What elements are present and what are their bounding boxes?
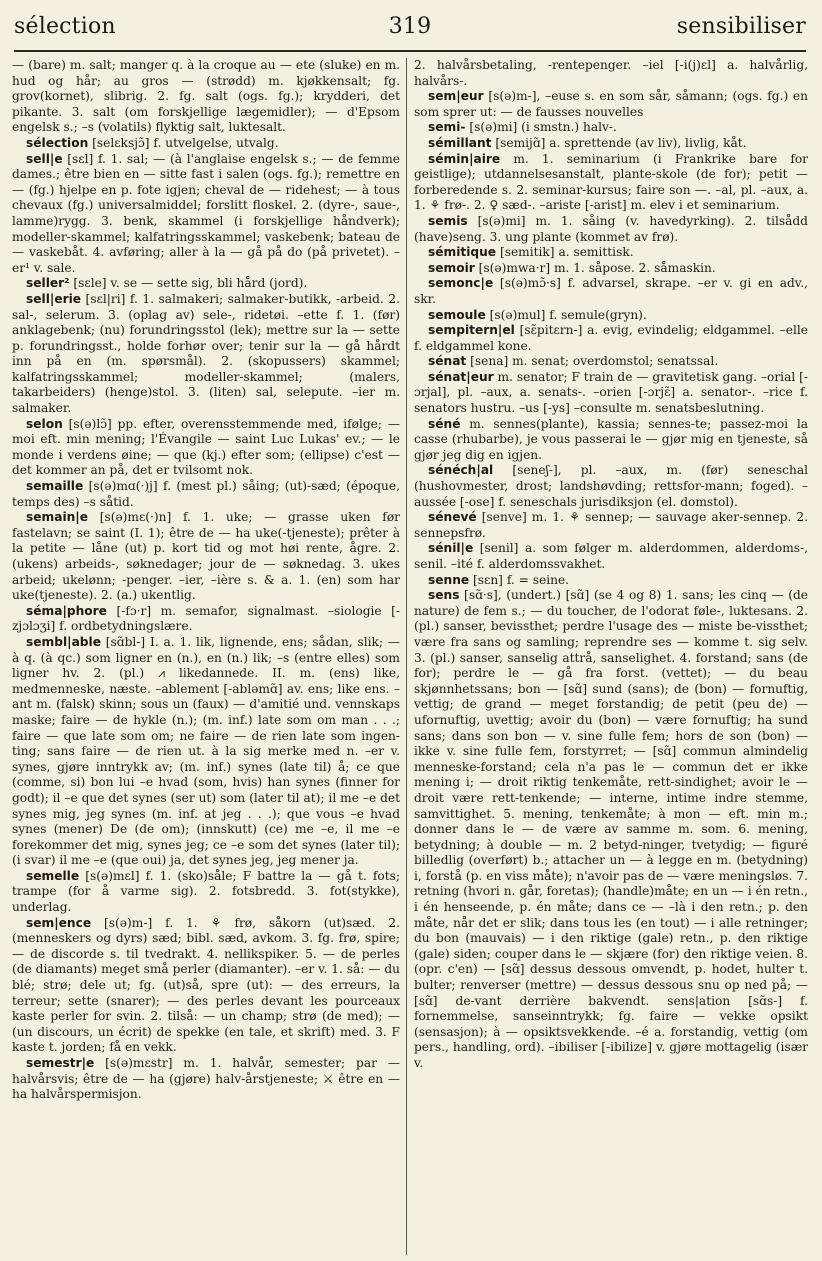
right-column	[414, 58, 808, 1255]
entry-text: [s(ə)mɛstr] m. 1. halvår, semester; par — halvårsvis; être de — ha (gjøre) halv-årstjeneste; ⚔ être en — ha halvårspermisjon.	[12, 1056, 400, 1102]
entry-text: — (bare) m. salt; manger q. à la croque au — ete (sluke) en m. hud og hår; au gros — (strødd) m. kjøkkensalt; fg. grov(kornet), slibrig. 2. fg. salt (ogs. fg.); krydderi, det pikante. 3. salt (om forskjellige lægemidler); — d'Epsom engelsk s.; –s (volatils) flyktig salt, luktesalt.	[12, 58, 400, 135]
dictionary-entry	[414, 510, 808, 541]
dictionary-entry	[414, 276, 808, 307]
entry-text: [seneʃ-], pl. –aux, m. (før) seneschal (hushovmester, drost; landshøvding; rettsfor-mann; foged). –aussée [-ose] f. seneschals jurisdiksjon (el. domstol).	[414, 463, 808, 509]
entry-text: [semijɑ̃] a. sprettende (av liv), livlig, kåt.	[491, 135, 747, 150]
entry-headword: semelle	[26, 868, 80, 883]
dictionary-entry	[414, 261, 808, 277]
left-guide-word: sélection	[14, 14, 116, 39]
page-number: 319	[388, 14, 432, 39]
entry-text: [senil] a. som følger m. alderdommen, alderdoms-, senil. –ité f. alderdomssvakhet.	[414, 541, 808, 571]
page-header	[14, 14, 806, 48]
entry-headword: semi-	[428, 120, 466, 135]
right-guide-word: sensibiliser	[676, 14, 806, 39]
entry-text: [s(ə)m-] f. 1. ⚘ frø, såkorn (ut)sæd. 2. (menneskers og dyrs) sæd; bibl. sæd, avkom. 3. fg. frø, spire; — de discorde s. til tvedrakt. 4. nellikspiker. 5. — de perles (de diamants) meget små perler (diamanter). –er v. 1. så: — du blé; strø; dele ut; fg. (ut)så, spre (ut): — des erreurs, la terreur; sette (snarer); — des perles devant les pourceaux kaste perler for svin. 2. tilså: — un champ; strø (de med); — (un discours, un écrit) de spekke (en tale, et skrift) med. 3. F kaste t. jorden; få en vekk.	[12, 915, 400, 1055]
entry-headword: séma|phore	[26, 603, 107, 618]
dictionary-entry	[414, 417, 808, 464]
entry-headword: sénat|eur	[428, 369, 494, 384]
entry-headword: semis	[428, 213, 468, 228]
dictionary-entry	[12, 510, 400, 604]
dictionary-entry	[12, 58, 400, 136]
dictionary-entry	[414, 89, 808, 120]
entry-text: [s(ə)mɔ̃·s] f. advarsel, skrape. –er v. gi en adv., skr.	[414, 276, 808, 306]
entry-text: [s(ə)mɛl] f. 1. (sko)såle; F battre la — gå t. fots; trampe (for å varme sig). 2. fotsbredd. 3. fot(stykke), underlag.	[12, 868, 400, 915]
entry-text: [semitik] a. semittisk.	[496, 245, 634, 260]
entry-text: [senve] m. 1. ⚘ sennep; — sauvage aker-sennep. 2. sennepsfrø.	[414, 510, 808, 540]
entry-headword: semoir	[428, 260, 475, 275]
dictionary-entry	[12, 1056, 400, 1103]
entry-headword: sénat	[428, 354, 467, 369]
entry-headword: semonc|e	[428, 276, 494, 291]
entry-headword: sem|eur	[428, 89, 484, 104]
dictionary-entry	[414, 136, 808, 152]
entry-text: [s(ə)mɛ(·)n] f. 1. uke; — grasse uken før fastelavn; se saint (I. 1); être de — ha uke(-tjeneste); prêter à la petite — låne (ut) p. kort tid og mot høi rente, ågre. 2. (ukens) arbeids-, søknedager; jour de — søknedag. 3. ukes arbeid; ukelønn; -penger. –ier, –ière s. & a. 1. (en) som har uke(tjeneste). 2. (a.) ukentlig.	[12, 510, 400, 603]
entry-text: m. senator; F train de — gravitetisk gang. –orial [-ɔrjal], pl. –aux, a. senats-. –orien [-ɔrjɛ̃] a. senator-. –rice f. senators hustru. –us [-ys] –consulte m. senatsbeslutning.	[414, 369, 808, 416]
dictionary-entry	[414, 370, 808, 417]
entry-headword: sell|e	[26, 151, 63, 166]
entry-text: [sɛl|ri] f. 1. salmakeri; salmaker-butikk, -arbeid. 2. sal-, selerum. 3. (oplag av) sele-, ridetøi. –ette f. 1. (før) anklagebenk; (nu) forundringsstol (lek); mettre sur la — sette p. forundringsst., holde forhør over; tenir sur la — gå hårdt inn på en (m. spørsmål). 2. (skopussers) skammel; kalfatringsskammel; modeller-skammel; (malers, takarbeiders) (henge)stol. 3. (liten) sal, selepute. –ier m. salmaker.	[12, 291, 400, 416]
dictionary-entry	[12, 152, 400, 277]
entry-headword: sélection	[26, 135, 89, 150]
entry-text: m. sennes(plante), kassia; sennes-te; passez-moi la casse (rhubarbe), je vous passerai le — gjør mig en tjeneste, så gjør jeg dig en igjen.	[414, 416, 808, 462]
entry-text: [-fɔ·r] m. semafor, signalmast. –siologie [-zjɔlɔʒi] f. ordbetydningslære.	[12, 603, 400, 634]
entry-headword: sénil|e	[428, 541, 474, 556]
dictionary-entry	[12, 292, 400, 417]
entry-headword: sens	[428, 588, 460, 603]
entry-headword: sémillant	[428, 135, 492, 150]
entry-text: [sena] m. senat; overdomstol; senatssal.	[466, 354, 719, 369]
entry-text: 2. halvårsbetaling, -rentepenger. –iel [-i(j)ɛl] a. halvårlig, halvårs-.	[414, 58, 808, 88]
dictionary-entry	[12, 604, 400, 635]
dictionary-entry	[414, 541, 808, 572]
dictionary-entry	[12, 136, 400, 152]
dictionary-entry	[414, 152, 808, 214]
entry-headword: sem|ence	[26, 915, 92, 930]
entry-text: [s(ə)m-], –euse s. en som sår, såmann; (ogs. fg.) en som sprer ut: — de fausses nouvelles	[414, 89, 808, 119]
entry-text: [sɑ̃·s], (undert.) [sɑ̃] (se 4 og 8) 1. sans; les cinq — (de nature) de fem s.; — du toucher, de l'odorat føle-, luktesans. 2. (pl.) sanser, bevissthet; perdre l'usage des — miste be-vissthet; være fra sans og samling; reprendre ses — komme t. sig selv. 3. (pl.) sanser, sanselig attrå, sanselighet. 4. forstand; sans (de for); perdre le — gå fra forst. (vettet); — du beau skjønnhetssans; bon — [sɑ̃] sund (sans); de (bon) — fornuftig, vettig; de grand — meget forstandig; de petit (peu de) — ufornuftig, uvettig; avoir du (bon) — være fornuftig; ha sund sans; dans son bon — v. sine fulle fem; hors de son (bon) — ikke v. sine fulle fem, forstyrret; — [sɑ̃] commun almindelig menneske-forstand; cela n'a pas le — commun det er ikke mening i; — droit riktig tenkemåte, rett-sindighet; avoir le — droit være rett-tenkende; — interne, intime indre stemme, samvittighet. 5. mening, tenkemåte; à mon — eft. min m.; donner dans le — de være av samme m. som. 6. mening, betydning; à double — m. 2 betyd-ninger, tvetydig; — figuré billedlig (overført) b.; attacher un — à legge en m. (betydning) i, forstå (p. en viss måte); n'avoir pas de — være meningsløs. 7. retning (hvori n. går, foretas); (handle)måte; en un — i én retn., i én henseende, p. én måte; dans ce — –là i den retn.; p. den måte, når det er slik; dans tous les (en tout) — i alle retninger; du bon (mauvais) — i den riktige (gale) retn., p. den riktige (gale) siden; couper dans le — skjære (for) den riktige veien. 8. (opr. c'en) — [sɑ̃] dessus dessous omvendt, p. hodet, hulter t. bulter; renverser (mettre) — dessus dessous snu op ned på; — [sɑ̃] de-vant derrière bakvendt. sens|ation [sɑ̃s-] f. fornemmelse, sanseinntrykk; fg. faire — vekke opsikt (sensasjon); à — opsiktsvekkende. –é a. forstandig, vettig (om pers., handling, ord). –ibiliser [-ibilize] v. gjøre mottagelig (især v.	[414, 588, 808, 1070]
header-rule	[14, 50, 806, 52]
entry-headword: senne	[428, 572, 470, 587]
dictionary-entry	[12, 635, 400, 869]
entry-headword: sénéch|al	[428, 463, 494, 478]
left-column	[12, 58, 400, 1255]
dictionary-entry	[12, 276, 400, 292]
dictionary-entry	[12, 916, 400, 1056]
entry-headword: seller²	[26, 276, 70, 291]
entry-text: [s(ə)mi] m. 1. såing (v. havedyrking). 2. tilsådd (have)seng. 3. ung plante (kommet av frø).	[414, 213, 808, 244]
entry-text: [sɑ̃bl-] I. a. 1. lik, lignende, ens; sådan, slik; — à q. (à qc.) som ligner en (n.), en (n.) lik; –s (entre elles) som ligner hv. 2. (pl.) ⩘ likedannede. II. m. (ens) like, medmenneske, næste. –ablement [-abləmɑ̃] av. ens; like ens. –ant m. (falsk) skinn; sous un (faux) — d'amitié und. vennskaps maske; faire — de hykle (n.); (m. inf.) late som om man . . .; faire — que late som om; ne faire — de rien late som ingen-ting; sans faire — de rien ut. à la sig merke med n. –er v. synes, gjøre inntrykk av; (m. inf.) synes (late til) å; ce que (comme, si) bon lui –e hvad (som, hvis) han synes (finner for godt); il –e que det synes (ser ut) som (later til at); il me –e det synes mig, jeg synes (m. inf. at jeg . . .); que vous –e hvad synes (mener) De (de om); (innskutt) (ce) me –e, il me –e forekommer det mig, synes jeg; ce –e som det synes (later til); (i svar) il me –e (que oui) ja, det synes jeg, jeg mener ja.	[12, 634, 400, 868]
dictionary-entry	[414, 573, 808, 589]
entry-text: [s(ə)mwa·r] m. 1. såpose. 2. såmaskin.	[474, 260, 716, 275]
column-divider	[406, 58, 407, 1255]
entry-text: [selɛksjɔ̃] f. utvelgelse, utvalg.	[88, 135, 279, 150]
dictionary-entry	[414, 120, 808, 136]
dictionary-entry	[414, 588, 808, 1071]
entry-headword: sell|erie	[26, 291, 82, 306]
entry-headword: sempitern|el	[428, 323, 515, 338]
dictionary-entry	[12, 417, 400, 479]
dictionary-entry	[12, 869, 400, 916]
entry-text: [s(ə)mi] (i smstn.) halv-.	[465, 120, 617, 135]
dictionary-entry	[414, 58, 808, 89]
entry-headword: semestr|e	[26, 1056, 95, 1070]
entry-headword: sénevé	[428, 510, 477, 525]
entry-headword: sémitique	[428, 245, 497, 260]
entry-text: [s(ə)lɔ̃] pp. efter, overensstemmende med, ifølge; — moi eft. min mening; l'Évangile — saint Luc Lukas' ev.; — le monde i verdens øine; — que (kj.) efter som; (ellipse) c'est — det kommer an på, det er tvilsomt nok.	[12, 416, 400, 478]
entry-headword: semain|e	[26, 510, 89, 525]
dictionary-entry	[414, 245, 808, 261]
dictionary-entry	[414, 354, 808, 370]
entry-text: [sɛ̃pitɛrn-] a. evig, evindelig; eldgammel. –elle f. eldgammel kone.	[414, 323, 808, 353]
entry-text: [s(ə)mul] f. semule(gryn).	[485, 307, 647, 322]
entry-text: [s(ə)mɑ(·)j] f. (mest pl.) såing; (ut)-sæd; (époque, temps des) –s såtid.	[12, 479, 400, 509]
dictionary-entry	[414, 323, 808, 354]
entry-headword: séné	[428, 416, 461, 431]
entry-headword: sémin|aire	[428, 151, 501, 166]
dictionary-entry	[414, 214, 808, 245]
entry-text: [sɛn] f. = seine.	[469, 572, 570, 587]
entry-headword: semoule	[428, 307, 486, 322]
dictionary-entry	[414, 463, 808, 510]
dictionary-entry	[12, 479, 400, 510]
entry-text: [sɛl] f. 1. sal; — (à l'anglaise engelsk s.; — de femme dames.; être bien en — sitte fast i salen (ogs. fg.); remettre en — (fg.) hjelpe en p. fote igjen; cheval de — ridehest; — à tous chevaux (fg.) universalmiddel; forslitt floskel. 2. (dyre-, saue-, lamme)rygg. 3. benk, skammel (i forskjellige håndverk); modeller-skammel; kalfatringsskammel; vaskebenk; bateau de — vaskebåt. 4. avføring; aller à la — gå på do (på privetet). –er¹ v. sale.	[12, 151, 400, 275]
dictionary-entry	[414, 308, 808, 324]
entry-text: m. 1. seminarium (i Frankrike bare for geistlige); utdannelsesanstalt, plante-skole (de for); petit — forberedende s. 2. seminar-kursus; faire son —. –al, pl. –aux, a. 1. ⚘ frø-. 2. ♀ sæd-. –ariste [-arist] m. elev i et seminarium.	[414, 151, 808, 213]
entry-headword: sembl|able	[26, 634, 101, 649]
entry-headword: selon	[26, 416, 63, 431]
entry-headword: semaille	[26, 479, 84, 494]
entry-text: [sɛle] v. se — sette sig, bli hård (jord).	[69, 276, 308, 291]
